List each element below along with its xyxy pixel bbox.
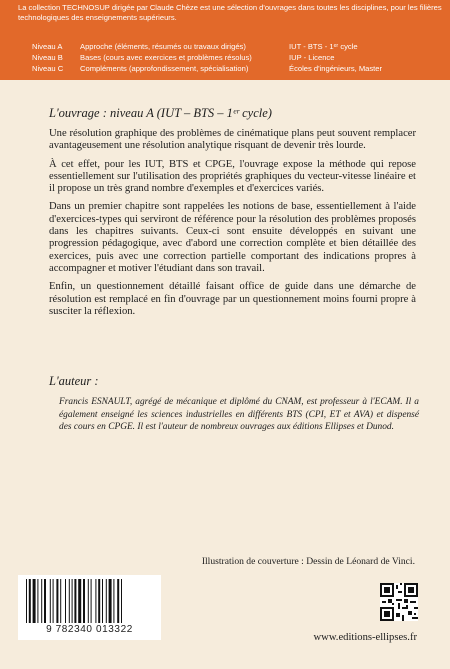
level-description: Bases (cours avec exercices et problèmes résolus) [80, 53, 252, 62]
collection-banner [0, 0, 450, 80]
barcode-icon [24, 579, 155, 624]
level-cycle: Écoles d'ingénieurs, Master [289, 64, 383, 73]
level-code: Niveau C [32, 64, 64, 73]
qr-code[interactable] [380, 583, 418, 621]
level-row-b [32, 53, 450, 63]
level-cycle: IUP - Licence [289, 53, 335, 62]
publisher-url[interactable]: www.editions-ellipses.fr [313, 632, 417, 643]
level-cycle: IUT - BTS - 1ᵉʳ cycle [289, 42, 358, 51]
qr-code-icon [380, 583, 418, 621]
book-description [49, 106, 416, 324]
ouvrage-paragraph: Dans un premier chapitre sont rappelées les notions de base, essentiellement à l'aide d'exercices-types qui serviront de référence pour la résolution des problèmes proposés dans les chapitres suivants. Ceux-ci sont ensuite développés en suivant une progression pédagogique, avec d'abord une correction complète et bien détaillée des exercices, puis avec une correction partielle comportant des indications propres à accompagner et motiver l'étudiant dans son travail. [49, 201, 416, 274]
collection-intro: La collection TECHNOSUP dirigée par Claude Chèze est une sélection d'ouvrages dans toutes les disciplines, pour les filières technologiques des enseignements supérieurs. [18, 3, 442, 22]
level-description: Approche (éléments, résumés ou travaux dirigés) [80, 42, 246, 51]
ouvrage-paragraph: Enfin, un questionnement détaillé faisant office de guide dans une démarche de résolution est remplacé en fin d'ouvrage par un questionnement moins fourni propre à susciter la réflexion. [49, 281, 416, 317]
ouvrage-heading: L'ouvrage : niveau A (IUT – BTS – 1ᵉʳ cycle) [49, 106, 272, 120]
level-row-a [32, 42, 450, 52]
ouvrage-paragraph: Une résolution graphique des problèmes de cinématique plans peut souvent remplacer avantageusement une résolution analytique risquant de devenir très lourde. [49, 128, 416, 152]
barcode [18, 575, 161, 640]
auteur-bio: Francis ESNAULT, agrégé de mécanique et diplômé du CNAM, est professeur à l'ECAM. Il a également enseigné les sciences industrielles en différents BTS (CPI, ET et AVA) et dispensé des cours en CPGE. Il est l'auteur de nombreux ouvrages aux éditions Ellipses et Dunod. [59, 397, 419, 432]
level-code: Niveau A [32, 42, 63, 51]
isbn-number: 9 782340 013322 [46, 624, 133, 635]
cover-credit: Illustration de couverture : Dessin de Léonard de Vinci. [201, 556, 415, 567]
level-description: Compléments (approfondissement, spécialisation) [80, 64, 249, 73]
level-row-c [32, 64, 450, 74]
auteur-heading: L'auteur : [49, 374, 99, 388]
ouvrage-paragraph: À cet effet, pour les IUT, BTS et CPGE, l'ouvrage expose la méthode qui repose essentiellement sur l'utilisation des propriétés graphiques du vecteur-vitesse linéaire et il propose un très grand nombre d'exemples et d'exercices variés. [49, 158, 416, 195]
level-code: Niveau B [32, 53, 63, 62]
